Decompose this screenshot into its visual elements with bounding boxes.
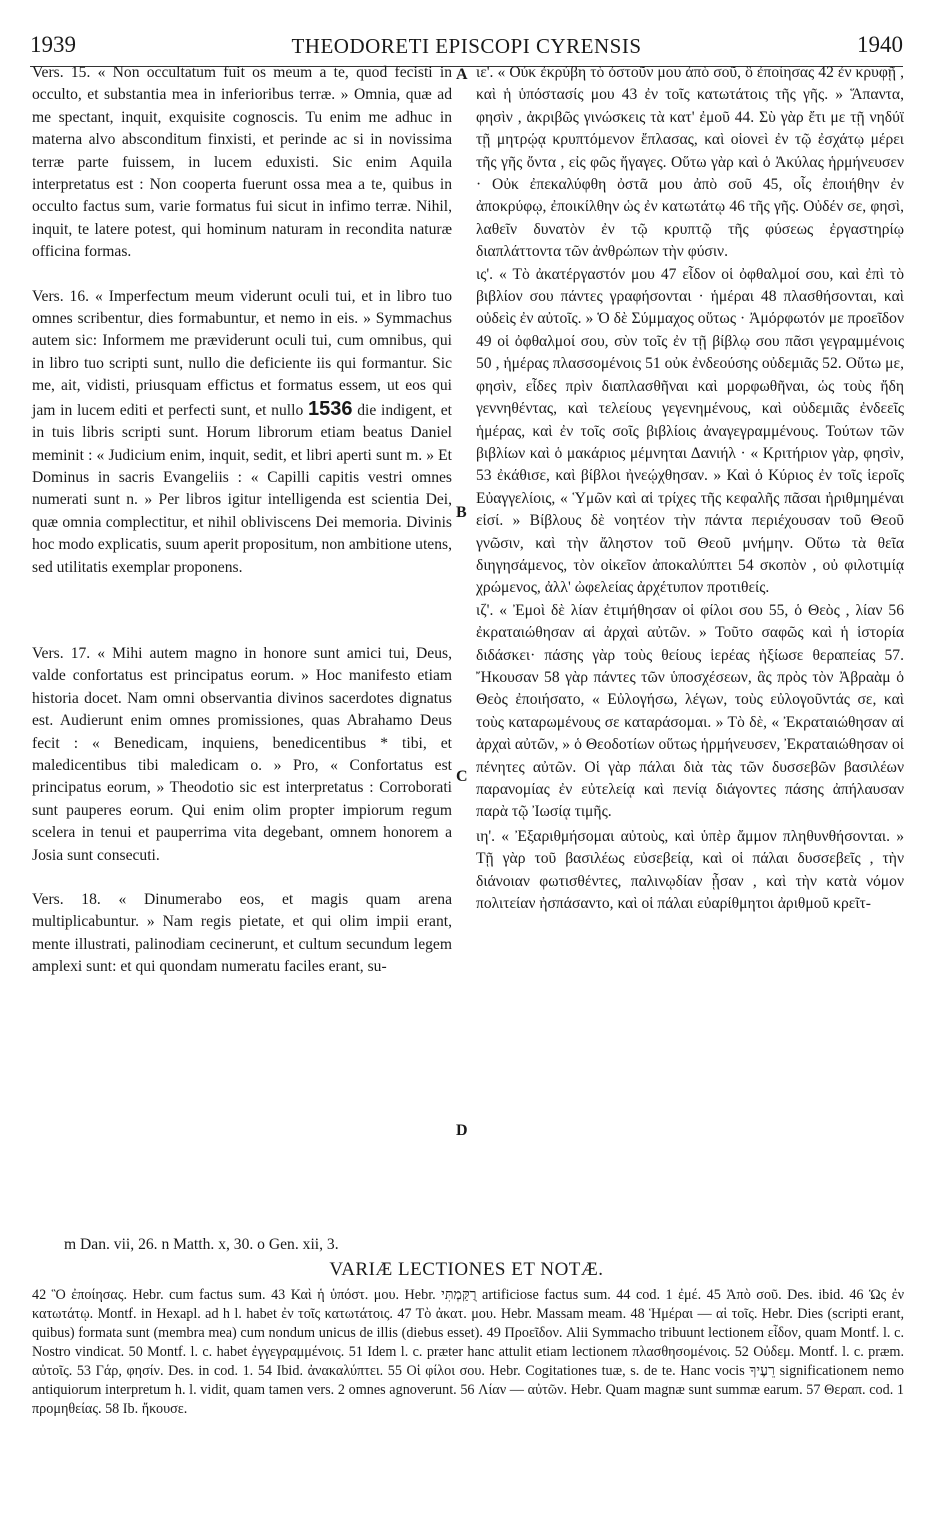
margin-marker-c: C (456, 768, 468, 785)
margin-marker-b: B (456, 504, 467, 521)
variae-lectiones-text: 42 Ὃ ἐποίησας. Hebr. cum factus sum. 43 Καὶ ἡ ὑπόστ. μου. Hebr. רֻקַּמְתִּי artificiose factus sum. 44 cod. 1 ἐμέ. 45 Ἀπὸ σοῦ. Des. ibid. 46 Ὡς ἐν κατωτάτῳ. Montf. in Hexapl. ad h l. habet ἐν τοῖς κατωτάτοις. 47 Τὸ ἀκατ. μου. Hebr. Massam meam. 48 Ἡμέραι — αἱ τοῖς. Hebr. Dies (scripti erant, quibus) formata sunt (membra mea) cum nondum unicus de illis (diebus esset). 49 Προεῖδον. Alii Symmacho tribuunt lectionem εἶδον, quam Montf. l. c. Nostro vindicat. 50 Montf. l. c. habet ἐγγεγραμμένοις. 51 Idem l. c. præter hanc attulit etiam lectionem πλασθησομένοις. 52 Οὐδεμ. Montf. l. c. præm. αὐτοῖς. 53 Γάρ, φησίν. Des. in cod. 1. 54 Ibid. ἀνακαλύπτει. 55 Οἱ φίλοι σου. Hebr. Cogitationes tuæ, s. de te. Hanc vocis רֵעֶיךָ significationem nemo antiquiorum interpretum h. l. vidit, quam tamen vers. 2 omnes agnoverunt. 56 Λίαν — αὐτῶν. Hebr. Quam magnæ sunt summæ earum. 57 Θεραπ. cod. 1 προμηθείας. 58 Ib. ἤκουσε. (32, 1287, 905, 1417)
margin-marker-d: D (456, 1122, 468, 1139)
greek-verse-15: ιε'. « Οὐκ ἐκρύβη τὸ ὀστοῦν μου ἀπὸ σοῦ, ὃ ἐποίησας 42 ἐν κρυφῇ , καὶ ἡ ὑπόστασίς μου 43 ἐν τοῖς κατωτάτοις τῆς γῆς. » Ἅπαντα, φησὶν , ἀκριβῶς γινώσκεις τὰ κατ' ἐμοῦ 44. Σὺ γὰρ ἔτι με τῇ νηδύϊ τῇ μητρῴᾳ κρυπτόμενον ἔπλασας, καὶ οἱονεὶ ἐν τῷ ἐσχάτῳ μέρει τῆς γῆς ὄντα , εἰς φῶς ἤγαγες. Οὕτω γὰρ καὶ ὁ Ἀκύλας ἡρμήνευσεν · Οὐκ ἐπεκαλύφθη ὀστᾶ μου ἀπὸ σοῦ 45, οἷς ἐποιήθην ἐν ἀποκρύφῳ, ἐποικίλθην ὡς ἐν κατωτάτῳ 46 τῆς γῆς. Οὐδέν σε, φησὶ, λαθεῖν δυνατὸν ἐν τῷ κρυπτῷ τῆς φύσεως ἐργαστηρίῳ διαπλάττοντα τῶν ἀνθρώπων τὴν φύσιν. (476, 64, 904, 261)
scripture-references: m Dan. vii, 26. n Matth. x, 30. o Gen. xii, 3. (64, 1236, 339, 1253)
greek-verse-16: ις'. « Τὸ ἀκατέργαστόν μου 47 εἶδον οἱ ὀφθαλμοί σου, καὶ ἐπὶ τὸ βιβλίον σου πάντες γραφήσονται · ἡμέραι 48 πλασθήσονται, καὶ οὐδεὶς ἐν αὐτοῖς. » Ὁ δὲ Σύμμαχος οὕτως · Ἀμόρφωτόν με προεῖδον 49 οἱ ὀφθαλμοί σου, σὺν τοῖς ἐν τῇ βίβλῳ σου πᾶσι γεγραμμένοις 50 , ἡμέρας πλασσομένοις 51 οὐκ ἐνδεούσης οὐδεμιᾶς 52. Οὕτω με, φησὶν, εἶδες πρὶν διαπλασθῆναι καὶ μορφωθῆναι, ὡς τοὺς ἤδη γεννηθέντας, καὶ τελείους γεγενημένους, καὶ οὐδεμιᾶς ἐνδεεῖς ἡμέρας, καὶ ἐν τοῖς σοῖς βιβλίοις ἀναγεγραμμένους. Τούτων τῶν βιβλίων καὶ ὁ μακάριος μέμνηται Δανιήλ · « Κριτήριον γὰρ, φησὶν, 53 ἐκάθισε, καὶ βίβλοι ἠνεῴχθησαν. » Καὶ ὁ Κύριος ἐν τοῖς ἱεροῖς Εὐαγγελίοις, « Ὑμῶν καὶ αἱ τρίχες τῆς κεφαλῆς πᾶσαι ἠριθμημέναι εἰσί. » Βίβλους δὲ νοητέον τὴν πάντα περιέχουσαν τοῦ Θεοῦ γνῶσιν, καὶ τὴν ἄληστον τοῦ Θεοῦ μνήμην. Οὕτω τὰ θεῖα διηγησάμενος, τὸν οἰκεῖον ἀποκαλύπτει 54 σκοπὸν , οὐ φιλοτιμίᾳ χρώμενος, ἀλλ' ὠφελείας ἀρχέτυπον προτιθείς. (476, 265, 904, 597)
greek-column (476, 62, 904, 915)
latin-column (32, 62, 452, 979)
variae-lectiones-heading: VARIÆ LECTIONES ET NOTÆ. (329, 1259, 604, 1280)
latin-verse-17: Vers. 17. « Mihi autem magno in honore sunt amici tui, Deus, valde confortatus est principatus eorum. » Hoc manifesto etiam historia docet. Nam omni observantia divinos sacerdotes dignatus est. Audierunt enim omnes promissiones, quas Abrahamo Deus fecit : « Benedicam, inquiens, benedicentibus * tibi, et maledicentibus tibi maledicam o. » Pro, « Confortatus est principatus eorum, » Theodotio sic est interpretatus : Corroborati sunt pauperes eorum. Qui enim olim propter impiorum regum scelera in tenui et pauperrima vita degebant, omnem honorem a Josia sunt consecuti. (32, 644, 452, 864)
variae-lectiones-notes (32, 1286, 904, 1419)
latin-verse-15: Vers. 15. « Non occultatum fuit os meum a te, quod fecisti in occulto, et substantia mea in inferioribus terræ. » Omnia, quæ ad me spectant, inquit, exquisite cognoscis. Tu enim me adhuc in materna alvo absconditum finxisti, et perinde ac si in novissima terræ parte fuissem, in lucem eduxisti. Sic enim Aquila interpretatus est : Non cooperta fuerunt ossa mea a te, quibus in occulto factus sum, varie formatus fui sicut in infimo terræ. Nihil, inquit, te latere potest, qui hominum naturam in recondita naturæ officina formas. (32, 64, 452, 261)
greek-verse-18: ιη'. « Ἐξαριθμήσομαι αὐτοὺς, καὶ ὑπὲρ ἄμμον πληθυνθήσονται. » Τῇ γὰρ τοῦ βασιλέως εὐσεβείᾳ, καὶ οἱ πάλαι δυσσεβεῖς , τὴν διάνοιαν φωτισθέντες, παλινῳδίαν ᾖσαν , καὶ τὴν κατὰ νόμον πολιτείαν ἠσπάσαντο, καὶ οἱ πάλαι εὐαρίθμητοι ἀριθμοῦ κρεῖτ- (476, 827, 904, 913)
column-number: 1536 (307, 397, 353, 420)
running-title: THEODORETI EPISCOPI CYRENSIS (291, 34, 642, 58)
latin-verse-16-part-a: Vers. 16. « Imperfectum meum viderunt oculi tui, et in libro tuo omnes scribentur, dies formabuntur, et nemo in eis. » Symmachus autem sic: Informem me præviderunt oculi tui, cum omnibus, qui in libro tuo scripti sunt, nullo die deficiente iis qui formantur. Sic me, ait, vidisti, priusquam effictus et formatus essem, ut eos qui jam in lucem editi et perfecti sunt, et nullo (32, 287, 452, 419)
page-number-right: 1940 (857, 32, 903, 57)
latin-verse-18: Vers. 18. « Dinumerabo eos, et magis quam arena multiplicabuntur. » Nam regis pietate, et qui olim impii erant, mente illustrati, palinodiam cecinerunt, et cultum secundum legem amplexi sunt: et qui quondam numeratu faciles erant, su- (32, 891, 452, 976)
margin-marker-a: A (456, 66, 468, 83)
page-number-left: 1939 (30, 32, 76, 57)
latin-verse-16 (32, 286, 452, 579)
greek-verse-17: ιζ'. « Ἐμοὶ δὲ λίαν ἐτιμήθησαν οἱ φίλοι σου 55, ὁ Θεὸς , λίαν 56 ἐκραταιώθησαν αἱ ἀρχαὶ αὐτῶν. » Τοῦτο σαφῶς καὶ ἡ ἱστορία διδάσκει· πάσης γὰρ τοὺς θείους ἱερέας ἠξίωσε θεραπείας 57. Ἤκουσαν 58 γὰρ πάντες τῶν ὑποσχέσεων, ἃς πρὸς τὸν Ἀβραὰμ ὁ Θεὸς ἐποιήσατο, « Εὐλογήσω, λέγων, τοὺς εὐλογοῦντάς σε, καὶ τοὺς καταρωμένους σε καταράσομαι. » Τὸ δὲ, « Ἐκραταιώθησαν αἱ ἀρχαὶ αὐτῶν, » ὁ Θεοδοτίων οὕτως ἡρμήνευσεν, Ἐκραταιώθησαν οἱ πένητες αὐτῶν. Οἱ γὰρ πάλαι διὰ τὰς τῶν δυσσεβῶν βασιλέων παρανομίας ἐν εὐτελείᾳ καὶ πενίᾳ διάγοντες πάσης ἀπήλαυσαν παρὰ τῷ Ἰωσίᾳ τιμῆς. (476, 601, 904, 821)
latin-verse-16-part-b: die indigent, et in tuis libris scripti sunt. Horum librorum etiam beatus Daniel meminit : « Judicium enim, inquit, sedit, et libri aperti sunt m. » Et Dominus in sacris Evangeliis : « Capilli capitis vestri omnes numerati sunt n. » Per libros igitur intelligenda est scientia Dei, quæ omnia complectitur, et nihil obliviscens Dei memoria. Divinis hoc modo explicatis, suum aperit propositum, non ambitione utens, sed utilitatis exemplar proponens. (32, 401, 452, 576)
